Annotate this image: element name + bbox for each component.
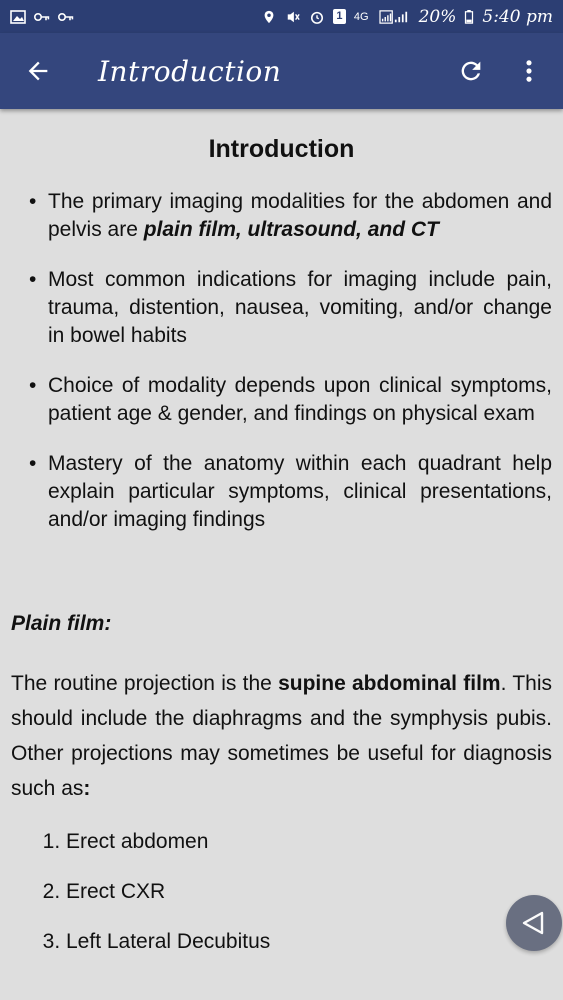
projection-list	[11, 828, 552, 956]
key-icon	[58, 10, 74, 24]
back-arrow-icon[interactable]	[24, 57, 52, 85]
bullet-emphasis: plain film, ultrasound, and CT	[143, 218, 439, 241]
page-heading: Introduction	[208, 135, 355, 163]
bullet-text: The primary imaging modalities for the abdomen and pelvis are	[48, 190, 552, 241]
network-type: 4G	[353, 10, 369, 23]
app-bar-title: Introduction	[98, 54, 282, 88]
bullet-item	[48, 450, 552, 534]
more-vert-icon[interactable]	[515, 57, 543, 85]
image-icon	[10, 10, 26, 24]
sim-icon	[333, 9, 346, 24]
previous-page-button[interactable]	[506, 895, 562, 951]
signal-icon	[377, 10, 411, 24]
app-bar	[0, 33, 563, 109]
alarm-icon	[309, 10, 325, 24]
app-bar-actions	[457, 57, 543, 85]
list-item: 1. Erect abdomen	[66, 828, 552, 856]
triangle-left-icon	[520, 909, 548, 937]
clock: 5:40 pm	[482, 6, 553, 27]
battery-percent: 20%	[418, 6, 457, 27]
status-bar	[0, 0, 563, 33]
location-icon	[261, 10, 277, 24]
sim-badge: 1	[336, 10, 343, 22]
intro-bullet-list	[11, 188, 552, 534]
para-text-after: . This should include the diaphragms and the symphysis pubis. Other projections may sometimes be useful for diagnosis such as	[11, 672, 552, 800]
plain-film-paragraph	[11, 666, 552, 806]
para-colon: :	[83, 777, 91, 800]
key-icon	[34, 10, 50, 24]
bullet-text: Most common indications for imaging include pain, trauma, distention, nausea, vomiting, and/or change in bowel habits	[48, 268, 552, 347]
mute-icon	[285, 10, 301, 24]
refresh-icon[interactable]	[457, 57, 485, 85]
para-text-before: The routine projection is the	[11, 672, 279, 695]
bullet-item	[48, 372, 552, 428]
plain-film-subheading: Plain film:	[11, 612, 112, 635]
article-content[interactable]	[0, 109, 563, 1000]
status-left-icons	[10, 10, 74, 24]
bullet-item	[48, 188, 552, 244]
status-right-icons	[261, 7, 553, 27]
bullet-item	[48, 266, 552, 350]
bullet-text: Choice of modality depends upon clinical symptoms, patient age & gender, and findings on physical exam	[48, 374, 552, 425]
para-bold: supine abdominal film	[278, 672, 501, 695]
list-item: 3. Left Lateral Decubitus	[66, 928, 552, 956]
battery-icon	[464, 10, 474, 24]
bullet-text: Mastery of the anatomy within each quadrant help explain particular symptoms, clinical presentations, and/or imaging findings	[48, 452, 552, 531]
list-item: 2. Erect CXR	[66, 878, 552, 906]
